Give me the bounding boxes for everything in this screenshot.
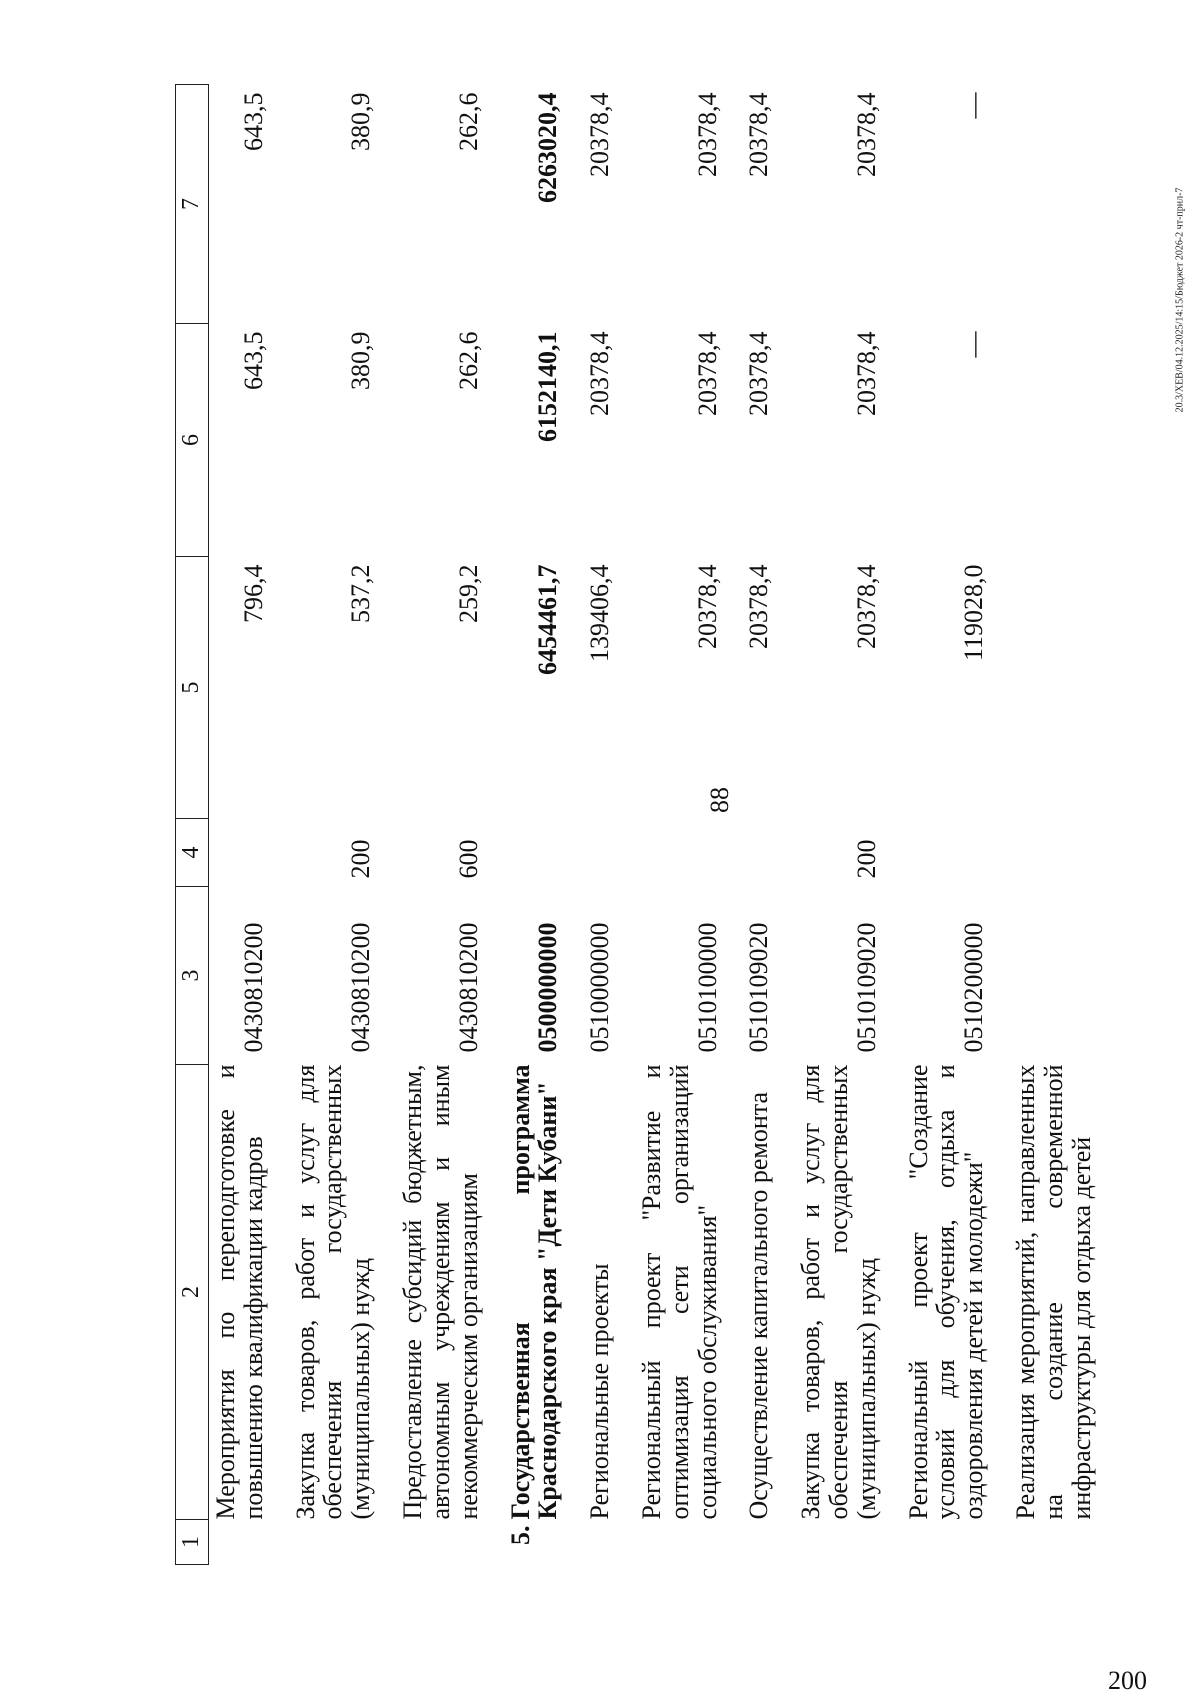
header-cell-col7: 7 [176,85,209,324]
table-row [1012,85,1119,1565]
rotated-page-content [175,85,1175,1565]
row-value-col5: 119028,0 [959,564,989,662]
row-number [905,1520,1012,1565]
row-name: Мероприятия по переподготовке и повышению квалификации кадров [211,1064,268,1520]
row-name: Региональный проект "Развитие и оптимизация сети организаций социального обслуживания" [636,1064,722,1520]
row-expense-type [209,819,292,887]
table-header-row [176,85,209,1565]
row-number [745,1520,797,1565]
row-value-col7: 6263020,4 [533,92,563,203]
table-row [745,85,797,1565]
row-value-col6: 20378,4 [692,331,722,416]
table-row [399,85,506,1565]
row-value-col6: 643,5 [238,331,268,390]
header-cell-col2: 2 [176,1065,209,1520]
table-row [638,85,745,1565]
row-name: Государственная программа Краснодарского края "Дети Кубани" [505,1064,563,1520]
row-number [399,1520,506,1565]
row-target-code: 0510109020 [851,922,881,1053]
row-value-col6: 20378,4 [585,331,615,416]
row-name: Закупка товаров, работ и услуг для обеспечения государственных (муниципальных) нужд [796,1064,881,1520]
row-expense-type [1012,819,1119,887]
row-number [209,1520,292,1565]
row-value-col6 [1012,324,1119,557]
row-expense-type [507,819,587,887]
row-name: Региональный проект "Создание условий для обучения, отдыха и оздоровления детей и молодежи" [903,1064,989,1520]
header-cell-col1: 1 [176,1520,209,1565]
row-expense-type [745,819,797,887]
row-name: Предоставление субсидий бюджетным, автономным учреждениям и иным некоммерческим организациям [398,1064,483,1520]
table-row [209,85,292,1565]
row-number [586,1520,638,1565]
row-expense-type [586,819,638,887]
table-row [292,85,399,1565]
table-row [797,85,904,1565]
document-stamp: 20.3/XEB/04.12.2025/14:15/Бюджет 2026-2 чт-прил-7 [1174,187,1186,413]
budget-table [175,84,1120,1565]
row-name: Региональные проекты [585,1263,615,1520]
row-expense-type: 200 [851,839,881,879]
row-value-col5 [1012,557,1119,819]
row-expense-type [905,819,1012,887]
row-value-col6: 6152140,1 [533,331,563,442]
row-value-col5: 259,2 [453,564,483,623]
row-value-col6: 20378,4 [851,331,881,416]
row-value-col7 [1012,85,1119,324]
row-target-code: 0510000000 [585,922,615,1053]
row-value-col5: 20378,4 [692,564,722,649]
row-value-col6: 20378,4 [744,331,774,416]
row-value-col6: 380,9 [346,331,376,390]
row-expense-type [638,819,745,887]
row-name: Закупка товаров, работ и услуг для обеспечения государственных (муниципальных) нужд [290,1064,376,1520]
row-value-col6: — [959,331,989,358]
row-value-col5: 537,2 [346,564,376,623]
row-value-col7: 20378,4 [744,92,774,177]
table-body [209,85,1120,1565]
row-target-code: 0430810200 [453,922,483,1053]
row-value-col5: 796,4 [238,564,268,623]
row-value-col7: 20378,4 [692,92,722,177]
row-target-code: 0430810200 [346,922,376,1053]
row-value-col5: 139406,4 [585,564,615,662]
page-number: 88 [705,787,734,813]
row-target-code: 0500000000 [533,922,563,1053]
row-value-col5: 20378,4 [851,564,881,649]
row-value-col7: 20378,4 [851,92,881,177]
row-expense-type: 600 [453,839,483,879]
table-row [586,85,638,1565]
table-row [905,85,1012,1565]
row-name: Реализация мероприятий, направленных на создание современной инфраструктуры для отдыха детей [1011,1064,1096,1520]
row-value-col7: — [959,92,989,119]
row-target-code: 0510200000 [959,922,989,1053]
row-number [797,1520,904,1565]
row-target-code [1012,887,1119,1065]
row-value-col7: 20378,4 [585,92,615,177]
header-cell-col4: 4 [176,819,209,887]
header-cell-col3: 3 [176,887,209,1065]
row-number [638,1520,745,1565]
row-value-col5: 20378,4 [744,564,774,649]
row-expense-type: 200 [346,839,376,879]
row-target-code: 0510100000 [692,922,722,1053]
row-value-col7: 643,5 [238,92,268,151]
row-value-col7: 380,9 [346,92,376,151]
header-cell-col6: 6 [176,324,209,557]
row-number: 5. [505,1525,535,1545]
sheet-number: 200 [1108,1666,1147,1695]
table-row [507,85,587,1565]
header-cell-col5: 5 [176,557,209,819]
row-number [1012,1520,1119,1565]
row-number [292,1520,399,1565]
row-value-col7: 262,6 [453,92,483,151]
row-value-col6: 262,6 [453,331,483,390]
row-target-code: 0510109020 [744,922,774,1053]
row-value-col5: 6454461,7 [533,564,563,675]
row-name: Осуществление капитального ремонта [744,1091,774,1520]
row-target-code: 0430810200 [238,922,268,1053]
